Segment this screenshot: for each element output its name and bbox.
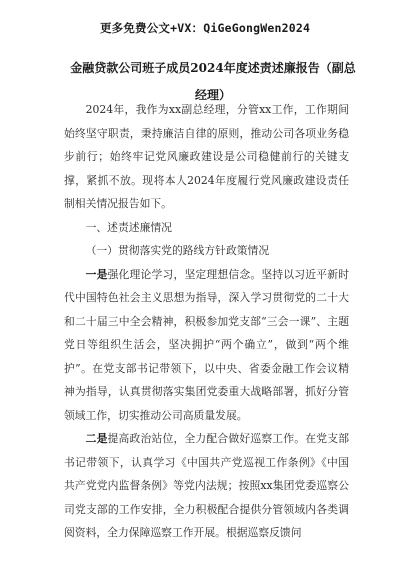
promo-banner: 更多免费公文+VX：QiGeGongWen2024 — [99, 21, 311, 35]
paragraph-lead: 一是 — [85, 267, 108, 281]
paragraph-lead: 二是 — [85, 432, 108, 445]
document-title: 金融贷款公司班子成员2024年度述责述廉报告（副总经理） — [70, 61, 356, 102]
subsection-heading: （一）贯彻落实党的路线方针政策情况 — [85, 244, 270, 257]
intro-paragraph: 2024年，我作为xx副总经理，分管xx工作，工作期间始终坚守职责，秉持廉洁自律的原则，推动公司各项业务稳步前行；始终牢记党风廉政建设是公司稳健前行的关键支撑，紧抓不放。现将本人2024年度履行党风廉政建设责任制相关情况报告如下。 — [64, 103, 349, 210]
body-paragraph-2: 二是提高政治站位，全力配合做好巡察工作。在党支部书记带领下，认真学习《中国共产党巡视工作条例》《中国共产党党内监督条例》等党内法规；按照xx集团党委巡察公司党支部的工作安排，全力积极配合提供分管领域内各类调阅资料，全力保障巡察工作开展。根据巡察反馈问 — [64, 432, 350, 539]
document-body — [64, 98, 349, 545]
body-paragraph-1: 一是强化理论学习，坚定理想信念。坚持以习近平新时代中国特色社会主义思想为指导，深入学习贯彻党的二十大和二十届三中全会精神，积极参加党支部“三会一课”、主题党日等组织生活会，坚决拥护“两个确立”，做到“两个维护”。在党支部书记带领下，以中央、省委金融工作会议精神为指导，认真贯彻落实集团党委重大战略部署，抓好分管领域工作，切实推动公司高质量发展。 — [64, 267, 350, 422]
section-heading: 一、述责述廉情况 — [85, 220, 172, 234]
